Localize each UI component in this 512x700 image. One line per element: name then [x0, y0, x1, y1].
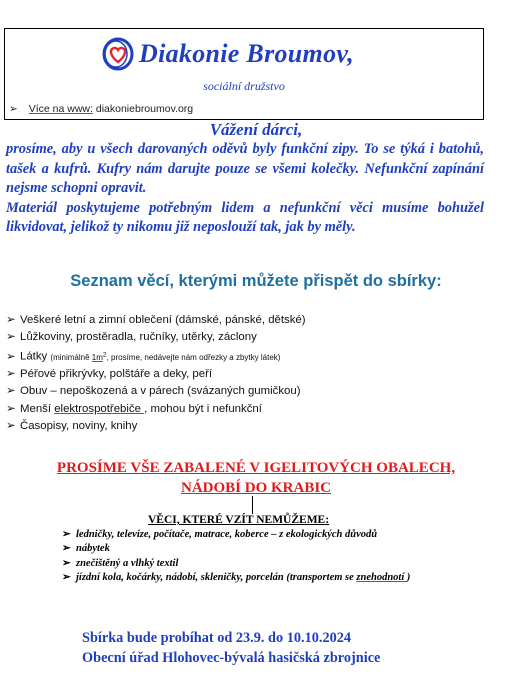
- diakonie-logo-icon: [101, 37, 135, 71]
- org-subtitle: sociální družstvo: [203, 79, 285, 93]
- packing-notice-line-1: PROSÍME VŠE ZABALENÉ V IGELITOVÝCH OBALECH,: [56, 460, 456, 476]
- appeal-paragraph-1: prosíme, aby u všech darovaných oděvů byly funkční zipy. To se týká i batohů, tašek a kufrů. Kufry nám darujte pouze se všemi kolečky. Nefunkční zapínání nejsme schopni opravit.: [6, 141, 484, 196]
- arrow-bullet-icon: ➢: [62, 557, 71, 569]
- appeal-text: [6, 140, 484, 238]
- web-address-link[interactable]: diakoniebroumov.org: [95, 103, 194, 115]
- donation-list-title: Seznam věcí, kterými můžete přispět do sbírky:: [70, 272, 442, 290]
- arrow-bullet-icon: ➢: [62, 543, 71, 555]
- arrow-bullet-icon: ➢: [62, 572, 71, 584]
- list-item: ➢ znečištěný a vlhký textil: [62, 557, 410, 571]
- arrow-bullet-icon: ➢: [9, 103, 18, 115]
- arrow-bullet-icon: ➢: [6, 314, 16, 326]
- collection-info: [82, 628, 380, 668]
- arrow-bullet-icon: ➢: [6, 331, 16, 344]
- list-item: ➢ Látky (minimálně $1m^2$, prosíme, nedávejte nám odřezky a zbytky látek): [6, 346, 306, 366]
- fabric-note: (minimálně $1m^2$, prosíme, nedávejte nám odřezky a zbytky látek): [50, 351, 281, 363]
- arrow-bullet-icon: ➢: [6, 419, 16, 432]
- list-item: ➢ nábytek: [62, 542, 410, 556]
- collection-dates: Sbírka bude probíhat od 23.9. do 10.10.2024: [82, 630, 352, 646]
- cannot-accept-title: VĚCI, KTERÉ VZÍT NEMŮŽEME:: [148, 514, 330, 526]
- appeal-paragraph-2: Materiál poskytujeme potřebným lidem a nefunkční věci musíme bohužel likvidovat, jelikož ty nikomu již neposlouží tak, jak by měly.: [6, 199, 484, 235]
- list-item: ➢ Lůžkoviny, prostěradla, ručníky, utěrky, záclony: [6, 329, 306, 346]
- arrow-bullet-icon: ➢: [6, 351, 16, 364]
- packing-notice-line-2: NÁDOBÍ DO KRABIC: [180, 480, 331, 496]
- web-prefix: Více na www:: [28, 103, 93, 115]
- list-item: ➢ Menší elektrospotřebiče , mohou být i nefunkční: [6, 401, 306, 418]
- cannot-accept-list: [62, 528, 410, 586]
- web-line: [9, 103, 193, 115]
- packing-notice: [0, 458, 512, 498]
- org-name: Diakonie Broumov,: [139, 39, 355, 68]
- arrow-bullet-icon: ➢: [6, 385, 16, 398]
- donation-list: [6, 312, 306, 435]
- greeting: Vážení dárci,: [209, 120, 303, 139]
- arrow-bullet-icon: ➢: [62, 529, 71, 540]
- list-item: ➢ Veškeré letní a zimní oblečení (dámské, pánské, dětské): [6, 312, 306, 329]
- list-item: ➢ jízdní kola, kočárky, nádobí, skleničky, porcelán (transportem se znehodnotí ): [62, 571, 410, 585]
- list-item: ➢ ledničky, televize, počítače, matrace, koberce – z ekologických důvodů: [62, 528, 410, 542]
- arrow-bullet-icon: ➢: [6, 368, 16, 381]
- arrow-bullet-icon: ➢: [6, 402, 16, 415]
- header-box: [4, 28, 484, 120]
- list-item: ➢ Časopisy, noviny, knihy: [6, 418, 306, 435]
- list-item: ➢ Péřové přikrývky, polštáře a deky, peří: [6, 366, 306, 383]
- divider-mark: [252, 496, 253, 514]
- list-item: ➢ Obuv – nepoškozená a v párech (svázaných gumičkou): [6, 383, 306, 400]
- collection-location: Obecní úřad Hlohovec-bývalá hasičská zbrojnice: [82, 650, 381, 666]
